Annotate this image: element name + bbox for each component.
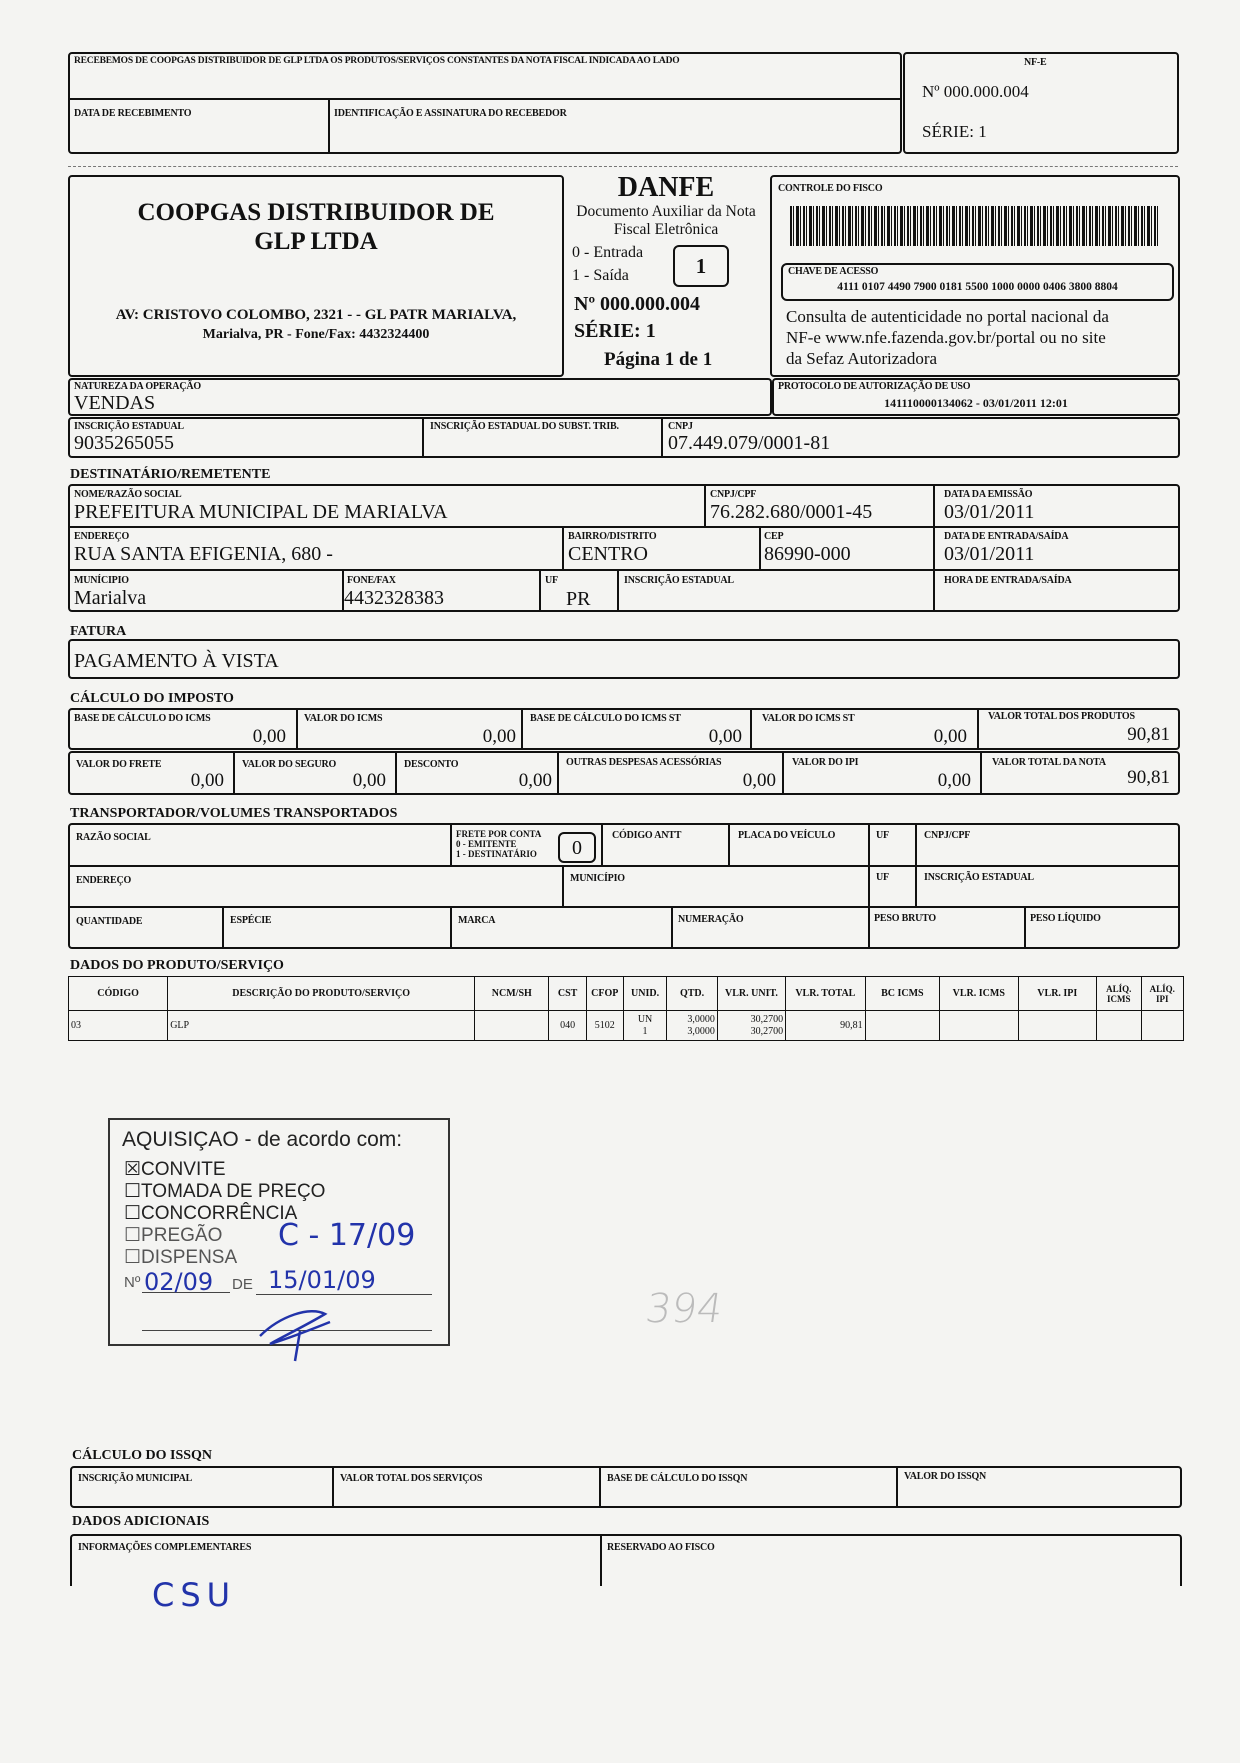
col-cfop: CFOP — [586, 977, 623, 1011]
icms: 0,00 — [482, 726, 516, 747]
divider — [759, 526, 761, 569]
col-total: VLR. TOTAL — [786, 977, 866, 1011]
complementary-info-label: INFORMAÇÕES COMPLEMENTARES — [78, 1542, 252, 1553]
icms-st-label: VALOR DO ICMS ST — [762, 713, 855, 724]
gross-weight-label: PESO BRUTO — [874, 913, 936, 924]
col-bc-icms: BC ICMS — [865, 977, 939, 1011]
stamp-option-pregao — [124, 1224, 222, 1247]
discount: 0,00 — [518, 770, 552, 791]
transport-state-reg-label: INSCRIÇÃO ESTADUAL — [924, 872, 1034, 883]
other: 0,00 — [742, 770, 776, 791]
col-ipi: VLR. IPI — [1018, 977, 1097, 1011]
divider — [896, 1466, 898, 1508]
row-total: 90,81 — [786, 1011, 866, 1041]
consult-line3: da Sefaz Autorizadora — [786, 349, 938, 368]
table-row — [69, 1011, 1184, 1041]
checked-box-icon: ☒ — [124, 1159, 142, 1180]
io-time-label: HORA DE ENTRADA/SAÍDA — [944, 575, 1072, 586]
signature-scribble — [250, 1286, 350, 1366]
row-qty-2: 3,0000 — [687, 1025, 715, 1037]
carrier-label: RAZÃO SOCIAL — [76, 832, 151, 843]
divider — [395, 751, 397, 795]
danfe-series: SÉRIE: 1 — [574, 320, 656, 342]
icms-st-base-label: BASE DE CÁLCULO DO ICMS ST — [530, 713, 681, 724]
freight-mode-line2: 0 - EMITENTE — [456, 839, 517, 849]
divider — [750, 708, 752, 750]
checkbox-icon: ☐ — [124, 1225, 142, 1246]
transport-box — [68, 823, 1180, 949]
divider — [728, 823, 730, 865]
divider — [933, 484, 935, 612]
danfe-subtitle-line2: Fiscal Eletrônica — [613, 221, 719, 238]
barcode — [790, 206, 1160, 246]
issue-date: 03/01/2011 — [944, 501, 1035, 523]
handwritten-date: 15/01/09 — [268, 1266, 376, 1294]
stamp-option-tomada — [124, 1180, 325, 1203]
issqn-section: CÁLCULO DO ISSQN — [72, 1448, 213, 1463]
cep-label: CEP — [764, 531, 784, 542]
danfe-subtitle — [566, 203, 766, 239]
handwritten-csu: CSU — [152, 1576, 237, 1614]
recipient-cnpj-label: CNPJ/CPF — [710, 489, 757, 500]
cnpj-value: 07.449.079/0001-81 — [668, 432, 831, 454]
divider — [599, 1466, 601, 1508]
stamp-opt5: DISPENSA — [141, 1247, 238, 1268]
divider — [557, 751, 559, 795]
control-label: CONTROLE DO FISCO — [778, 183, 883, 194]
products-table — [68, 976, 1184, 1041]
row-qty-1: 3,0000 — [687, 1013, 715, 1025]
transport-uf-label: UF — [876, 830, 889, 841]
col-aliq-ipi: ALÍQ. IPI — [1141, 977, 1184, 1011]
issqn-value-label: VALOR DO ISSQN — [904, 1471, 987, 1482]
col-unit: UNID. — [623, 977, 666, 1011]
stamp-opt3: CONCORRÊNCIA — [141, 1203, 298, 1224]
divider — [68, 569, 1180, 571]
divider — [68, 906, 1180, 908]
issqn-base-label: BASE DE CÁLCULO DO ISSQN — [607, 1473, 748, 1484]
row-aliq-ipi — [1141, 1011, 1184, 1041]
divider — [68, 865, 1180, 867]
row-cfop: 5102 — [586, 1011, 623, 1041]
receipt-date-label: DATA DE RECEBIMENTO — [74, 108, 192, 119]
col-description: DESCRIÇÃO DO PRODUTO/SERVIÇO — [168, 977, 475, 1011]
district: CENTRO — [568, 543, 648, 565]
district-label: BAIRRO/DISTRITO — [568, 531, 657, 542]
divider — [661, 417, 663, 458]
services-total-label: VALOR TOTAL DOS SERVIÇOS — [340, 1473, 483, 1484]
row-unit-price-1: 30,2700 — [750, 1013, 784, 1025]
divider — [600, 1534, 602, 1586]
transport-address-label: ENDEREÇO — [76, 875, 132, 886]
row-cst: 040 — [549, 1011, 586, 1041]
row-icms — [940, 1011, 1019, 1041]
col-ncm: NCM/SH — [475, 977, 549, 1011]
col-code: CÓDIGO — [69, 977, 168, 1011]
products-section: DADOS DO PRODUTO/SERVIÇO — [70, 958, 284, 973]
row-unit-price-2: 30,2700 — [750, 1025, 784, 1037]
col-qty: QTD. — [667, 977, 718, 1011]
danfe-entry: 0 - Entrada — [572, 244, 644, 261]
stamp-num-de: DE — [232, 1276, 253, 1293]
danfe-number: Nº 000.000.004 — [574, 293, 701, 315]
danfe-title: DANFE — [617, 172, 715, 203]
divider — [617, 569, 619, 612]
ipi: 0,00 — [937, 770, 971, 791]
divider — [782, 751, 784, 795]
freight: 0,00 — [190, 770, 224, 791]
cep: 86990-000 — [764, 543, 851, 565]
divider — [671, 906, 673, 949]
municipal-reg-label: INSCRIÇÃO MUNICIPAL — [78, 1473, 193, 1484]
ipi-label: VALOR DO IPI — [792, 757, 859, 768]
emitter-address — [68, 305, 564, 345]
emitter-name-line1: COOPGAS DISTRIBUIDOR DE — [137, 199, 495, 226]
io-date-label: DATA DE ENTRADA/SAÍDA — [944, 531, 1069, 542]
stamp-title: AQUISIÇAO - de acordo com: — [122, 1128, 403, 1151]
divider — [450, 906, 452, 949]
species-label: ESPÉCIE — [230, 915, 272, 926]
stub-number: Nº 000.000.004 — [922, 82, 1029, 101]
row-qty — [667, 1011, 718, 1041]
recipient-name-label: NOME/RAZÃO SOCIAL — [74, 489, 182, 500]
row-aliq-icms — [1097, 1011, 1141, 1041]
divider — [562, 526, 564, 569]
additional-section: DADOS ADICIONAIS — [72, 1514, 210, 1529]
nature-label: NATUREZA DA OPERAÇÃO — [74, 381, 201, 392]
stamp-option-convite — [124, 1158, 226, 1181]
state-reg-subst-label: INSCRIÇÃO ESTADUAL DO SUBST. TRIB. — [430, 421, 619, 432]
row-unit-1: UN — [637, 1013, 653, 1025]
stub-series: SÉRIE: 1 — [922, 122, 987, 141]
divider — [450, 823, 452, 865]
divider — [704, 484, 706, 526]
state-reg-value: 9035265055 — [74, 432, 174, 454]
emitter-address-line2: Marialva, PR - Fone/Fax: 4432324400 — [202, 327, 430, 342]
row-ncm — [475, 1011, 549, 1041]
uf-label: UF — [545, 575, 558, 586]
freight-mode-line3: 1 - DESTINATÁRIO — [456, 849, 537, 859]
divider — [977, 708, 979, 750]
state-reg-label: INSCRIÇÃO ESTADUAL — [74, 421, 184, 432]
freight-mode-label — [456, 829, 541, 859]
receipt-text: RECEBEMOS DE COOPGAS DISTRIBUIDOR DE GLP LTDA OS PRODUTOS/SERVIÇOS CONSTANTES DA NOTA FISCAL INDICADA AO LADO — [74, 56, 680, 66]
danfe-type-box: 1 — [673, 245, 729, 287]
cnpj-label: CNPJ — [668, 421, 693, 432]
numbering-label: NUMERAÇÃO — [678, 914, 744, 925]
protocol-value: 141110000134062 - 03/01/2011 12:01 — [884, 396, 1068, 410]
access-key-label: CHAVE DE ACESSO — [788, 266, 879, 277]
row-unit — [623, 1011, 666, 1041]
stamp-num-prefix: Nº — [124, 1274, 141, 1291]
row-unit-price — [717, 1011, 785, 1041]
invoice-total-label: VALOR TOTAL DA NOTA — [992, 757, 1106, 768]
quantity-label: QUANTIDADE — [76, 916, 143, 927]
recipient-address: RUA SANTA EFIGENIA, 680 - — [74, 543, 333, 565]
receipt-stub — [68, 52, 902, 154]
city-label: MUNÍCIPIO — [74, 575, 129, 586]
antt-label: CÓDIGO ANTT — [612, 830, 682, 841]
divider — [296, 708, 298, 750]
row-bc-icms — [865, 1011, 939, 1041]
consult-line1: Consulta de autenticidade no portal nacional da — [786, 307, 1109, 326]
recipient-address-label: ENDEREÇO — [74, 531, 130, 542]
divider — [915, 823, 917, 906]
transport-section: TRANSPORTADOR/VOLUMES TRANSPORTADOS — [70, 806, 398, 821]
stamp-opt4: PREGÃO — [141, 1225, 223, 1246]
emitter-name-line2: GLP LTDA — [254, 228, 378, 255]
divider — [601, 823, 603, 865]
consult-text — [786, 306, 1109, 369]
divider — [868, 906, 870, 949]
divider — [222, 906, 224, 949]
issue-date-label: DATA DA EMISSÃO — [944, 489, 1033, 500]
handwritten-number: 02/09 — [144, 1268, 214, 1296]
row-code: 03 — [69, 1011, 168, 1041]
col-icms: VLR. ICMS — [940, 977, 1019, 1011]
plate-label: PLACA DO VEÍCULO — [738, 830, 836, 841]
phone-label: FONE/FAX — [347, 575, 396, 586]
insurance: 0,00 — [352, 770, 386, 791]
divider — [68, 98, 902, 100]
checkbox-icon: ☐ — [124, 1247, 142, 1268]
tax-section: CÁLCULO DO IMPOSTO — [70, 691, 234, 706]
icms-label: VALOR DO ICMS — [304, 713, 383, 724]
divider — [68, 526, 1180, 528]
col-unit-price: VLR. UNIT. — [717, 977, 785, 1011]
checkbox-icon: ☐ — [124, 1203, 142, 1224]
brand-label: MARCA — [458, 915, 496, 926]
recipient-name: PREFEITURA MUNICIPAL DE MARIALVA — [74, 501, 448, 523]
page-number-pencil: 394 — [642, 1286, 726, 1332]
row-ipi — [1018, 1011, 1097, 1041]
emitter-address-line1: AV: CRISTOVO COLOMBO, 2321 - - GL PATR MARIALVA, — [115, 307, 517, 323]
transport-cnpj-label: CNPJ/CPF — [924, 830, 971, 841]
stamp-opt1: CONVITE — [141, 1159, 226, 1180]
freight-mode-value: 0 — [558, 832, 596, 863]
access-key: 4111 0107 4490 7900 0181 5500 1000 0000 0406 3800 8804 — [837, 281, 1118, 293]
consult-line2: NF-e www.nfe.fazenda.gov.br/portal ou no site — [786, 328, 1106, 347]
recipient-cnpj: 76.282.680/0001-45 — [710, 501, 873, 523]
stamp-opt2: TOMADA DE PREÇO — [141, 1181, 326, 1202]
recipient-state-reg-label: INSCRIÇÃO ESTADUAL — [624, 575, 734, 586]
icms-base: 0,00 — [252, 726, 286, 747]
protocol-label: PROTOCOLO DE AUTORIZAÇÃO DE USO — [778, 381, 971, 392]
divider — [562, 865, 564, 906]
stamp-option-dispensa — [124, 1246, 237, 1269]
nfe-label: NF-E — [1024, 57, 1047, 68]
checkbox-icon: ☐ — [124, 1181, 142, 1202]
danfe-subtitle-line1: Documento Auxiliar da Nota — [576, 203, 756, 220]
danfe-page: Página 1 de 1 — [604, 349, 713, 370]
state-reg-row — [68, 417, 1180, 458]
discount-label: DESCONTO — [404, 759, 459, 770]
divider — [1024, 906, 1026, 949]
divider — [980, 751, 982, 795]
products-total-label: VALOR TOTAL DOS PRODUTOS — [988, 711, 1135, 722]
row-unit-2: 1 — [642, 1025, 648, 1037]
col-aliq-icms: ALÍQ. ICMS — [1097, 977, 1141, 1011]
transport-uf2-label: UF — [876, 872, 889, 883]
products-header-row — [69, 977, 1184, 1011]
products-total: 90,81 — [1127, 724, 1170, 745]
icms-st: 0,00 — [933, 726, 967, 747]
divider — [233, 751, 235, 795]
io-date: 03/01/2011 — [944, 543, 1035, 565]
transport-city-label: MUNICÍPIO — [570, 873, 625, 884]
city: Marialva — [74, 587, 147, 609]
insurance-label: VALOR DO SEGURO — [242, 759, 337, 770]
freight-label: VALOR DO FRETE — [76, 759, 162, 770]
divider — [521, 708, 523, 750]
phone: 4432328383 — [344, 587, 444, 609]
freight-mode-line1: FRETE POR CONTA — [456, 829, 542, 839]
nature-value: VENDAS — [74, 392, 156, 414]
icms-st-base: 0,00 — [708, 726, 742, 747]
recipient-section: DESTINATÁRIO/REMETENTE — [70, 467, 271, 482]
divider — [328, 98, 330, 154]
icms-base-label: BASE DE CÁLCULO DO ICMS — [74, 713, 211, 724]
invoice-section: FATURA — [70, 624, 127, 639]
invoice-text: PAGAMENTO À VISTA — [74, 650, 279, 672]
handwritten-code: C - 17/09 — [278, 1218, 416, 1253]
invoice-total: 90,81 — [1127, 767, 1170, 788]
cut-line — [68, 166, 1178, 167]
divider — [868, 823, 870, 906]
other-label: OUTRAS DESPESAS ACESSÓRIAS — [566, 757, 722, 768]
col-cst: CST — [549, 977, 586, 1011]
row-description: GLP — [168, 1011, 475, 1041]
danfe-exit: 1 - Saída — [572, 267, 629, 284]
divider — [422, 417, 424, 458]
reserved-label: RESERVADO AO FISCO — [607, 1542, 715, 1553]
uf: PR — [566, 588, 591, 610]
stamp-option-concorrencia — [124, 1202, 297, 1225]
receiver-id-label: IDENTIFICAÇÃO E ASSINATURA DO RECEBEDOR — [334, 108, 567, 119]
divider — [539, 569, 541, 612]
divider — [332, 1466, 334, 1508]
emitter-name — [68, 198, 564, 256]
net-weight-label: PESO LÍQUIDO — [1030, 913, 1101, 924]
